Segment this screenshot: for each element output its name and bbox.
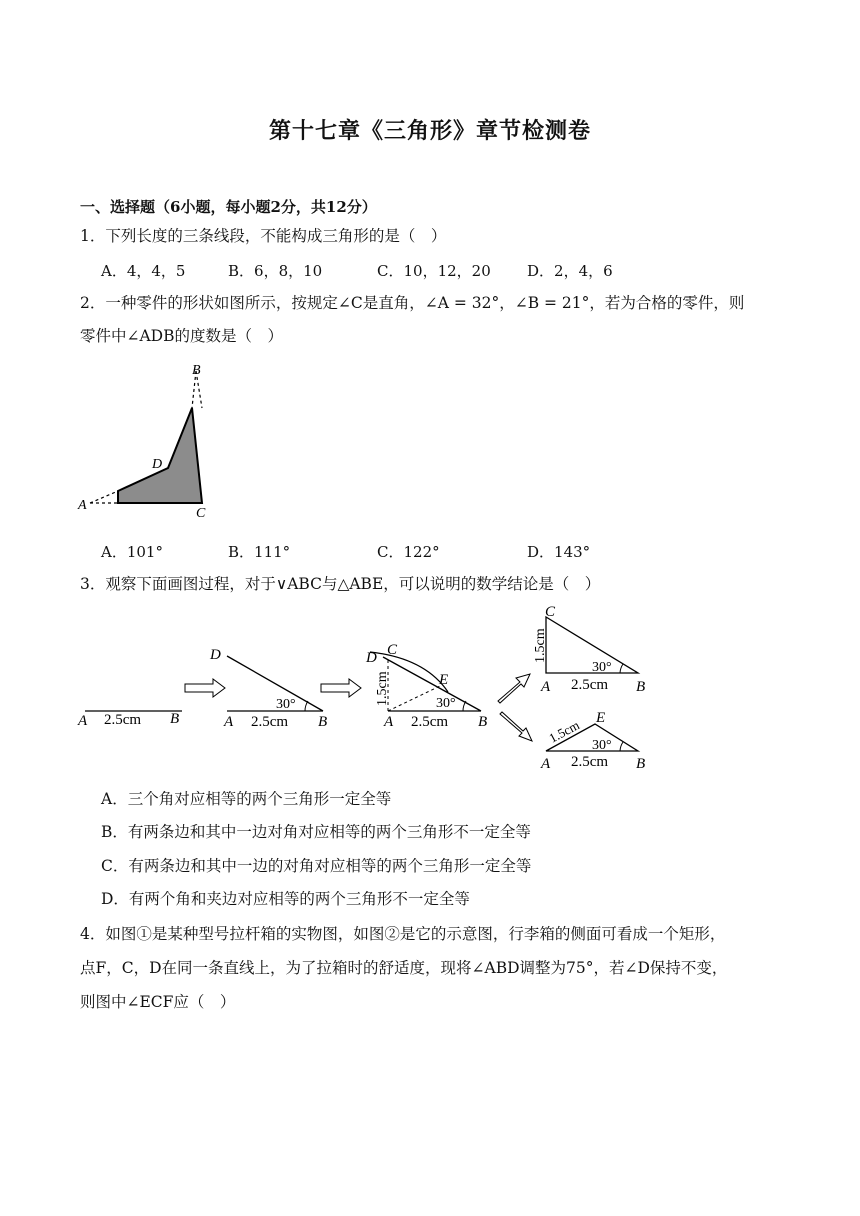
q2-option-b: B．111° bbox=[228, 543, 291, 561]
p2-angle: 30° bbox=[276, 697, 296, 712]
p2-len-ab: 2.5cm bbox=[251, 714, 289, 730]
q3-option-b: B．有两条边和其中一边对角对应相等的两个三角形不一定全等 bbox=[101, 823, 531, 841]
construction-figure bbox=[70, 600, 670, 778]
p5-label-a: A bbox=[541, 756, 551, 772]
p5-angle: 30° bbox=[592, 738, 612, 753]
p3-label-e: E bbox=[439, 672, 449, 688]
arrow-right-icon-2 bbox=[321, 679, 361, 697]
q1-option-c: C．10，12，20 bbox=[377, 262, 491, 280]
p5-label-b: B bbox=[636, 756, 646, 772]
p4-len-ab: 2.5cm bbox=[571, 677, 609, 693]
p5-len-ab: 2.5cm bbox=[571, 754, 609, 770]
p1-len-ab: 2.5cm bbox=[104, 712, 142, 728]
q1-option-a: A．4，4，5 bbox=[101, 262, 186, 280]
ray-bd bbox=[227, 656, 323, 711]
q3-option-a: A．三个角对应相等的两个三角形一定全等 bbox=[101, 790, 392, 808]
p4-angle: 30° bbox=[592, 660, 612, 675]
p2-label-a: A bbox=[224, 714, 234, 730]
question-4-line1: 4．如图①是某种型号拉杆箱的实物图，如图②是它的示意图，行李箱的侧面可看成一个矩形， bbox=[80, 925, 726, 943]
section-heading: 一、选择题（6小题，每小题2分，共12分） bbox=[80, 198, 377, 216]
dashed-extension-a2 bbox=[90, 491, 118, 503]
p4-label-b: B bbox=[636, 679, 646, 695]
part-shape bbox=[118, 408, 202, 503]
label-d: D bbox=[152, 457, 163, 472]
p3-len-side: 1.5cm bbox=[375, 671, 390, 706]
arrow-down-right-icon bbox=[500, 712, 532, 741]
q2-option-c: C．122° bbox=[377, 543, 440, 561]
question-4-line2: 点F，C，D在同一条直线上，为了拉箱时的舒适度，现将∠ABD调整为75°，若∠D保持不变， bbox=[80, 959, 728, 977]
q3-option-d: D．有两个角和夹边对应相等的两个三角形不一定全等 bbox=[101, 890, 470, 908]
p1-label-a: A bbox=[78, 713, 88, 729]
p5-len-side: 1.5cm bbox=[546, 717, 582, 746]
p5-label-e: E bbox=[596, 710, 606, 726]
p3-angle: 30° bbox=[436, 696, 456, 711]
page-title: 第十七章《三角形》章节检测卷 bbox=[268, 118, 591, 144]
p3-label-a: A bbox=[384, 714, 394, 730]
ray-bd-3 bbox=[383, 657, 481, 711]
question-2-stem-line1: 2．一种零件的形状如图所示，按规定∠C是直角，∠A = 32°，∠B = 21°，若为合格的零件，则 bbox=[80, 294, 745, 312]
p2-label-b: B bbox=[318, 714, 328, 730]
arrow-up-right-icon bbox=[498, 674, 530, 703]
p4-label-c: C bbox=[545, 604, 556, 620]
angle-arc-2 bbox=[305, 701, 308, 711]
p3-label-c: C bbox=[387, 642, 398, 658]
p3-len-ab: 2.5cm bbox=[411, 714, 449, 730]
p1-label-b: B bbox=[170, 711, 180, 727]
label-a: A bbox=[78, 498, 87, 513]
q1-option-b: B．6，8，10 bbox=[228, 262, 323, 280]
q3-option-c: C．有两条边和其中一边的对角对应相等的两个三角形一定全等 bbox=[101, 857, 532, 875]
p4-label-a: A bbox=[541, 679, 551, 695]
angle-arc-5 bbox=[620, 742, 623, 751]
p2-label-d: D bbox=[210, 647, 221, 663]
q2-option-d: D．143° bbox=[527, 543, 591, 561]
angle-arc-4 bbox=[620, 664, 623, 673]
question-1-stem: 1．下列长度的三条线段，不能构成三角形的是（ ） bbox=[80, 227, 447, 245]
question-3-stem: 3．观察下面画图过程，对于∨ABC与△ABE，可以说明的数学结论是（ ） bbox=[80, 575, 601, 593]
p3-label-d: D bbox=[366, 650, 377, 666]
q2-option-a: A．101° bbox=[101, 543, 163, 561]
arrow-right-icon-1 bbox=[185, 679, 225, 697]
question-2-stem-line2: 零件中∠ADB的度数是（ ） bbox=[80, 327, 283, 345]
label-b: B bbox=[192, 363, 201, 378]
dashed-ae bbox=[388, 686, 440, 711]
label-c: C bbox=[196, 506, 206, 521]
p3-label-b: B bbox=[478, 714, 488, 730]
q1-option-d: D．2，4，6 bbox=[527, 262, 613, 280]
p4-len-side: 1.5cm bbox=[533, 628, 548, 663]
question-4-line3: 则图中∠ECF应（ ） bbox=[80, 993, 236, 1011]
part-shape-figure bbox=[70, 355, 230, 525]
